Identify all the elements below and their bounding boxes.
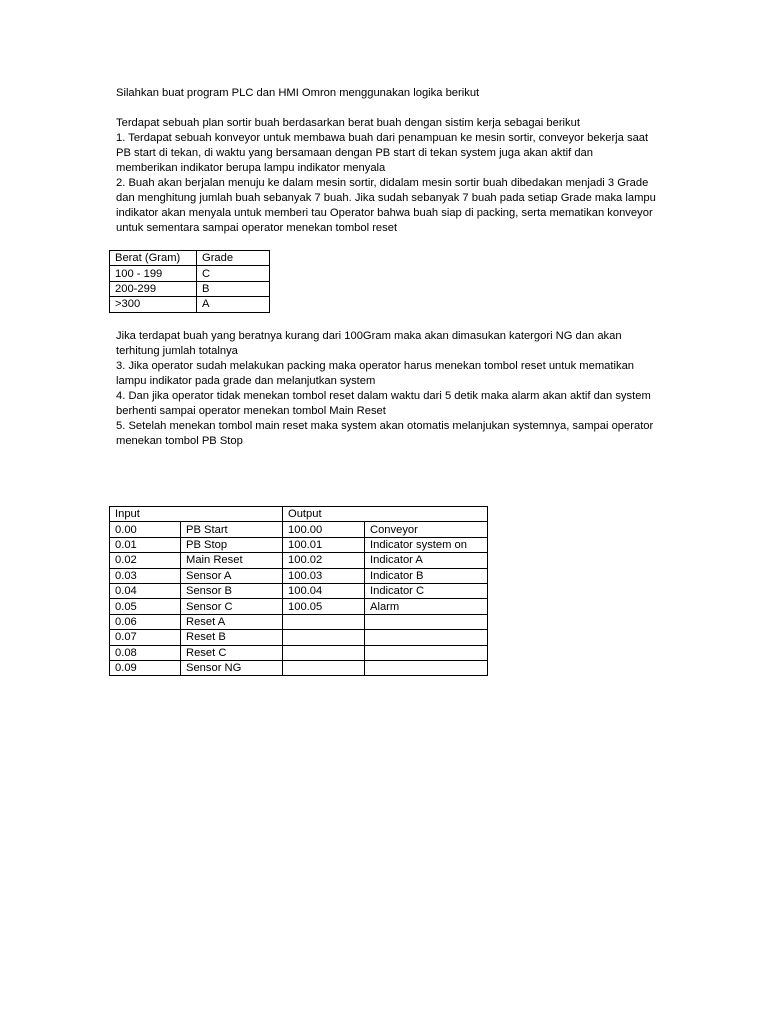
io-table (109, 506, 488, 676)
table-cell: Sensor B (181, 583, 283, 598)
table-cell: 100.05 (283, 599, 365, 614)
ng-note-text: Jika terdapat buah yang beratnya kurang dari 100Gram maka akan dimasukan katergori NG dan akan terhitung jumlah totalnya (116, 330, 622, 357)
input-header-cell: Input (110, 507, 283, 522)
table-cell (365, 645, 488, 660)
table-cell (365, 660, 488, 675)
table-row (110, 630, 488, 645)
table-row (110, 568, 488, 583)
table-cell: Reset A (181, 614, 283, 629)
table-row (110, 583, 488, 598)
description-text: Terdapat sebuah plan sortir buah berdasarkan berat buah dengan sistim kerja sebagai berikut (116, 117, 580, 129)
table-cell: PB Stop (181, 537, 283, 552)
table-cell: 100.04 (283, 583, 365, 598)
table-row (110, 522, 488, 537)
table-cell: 100.00 (283, 522, 365, 537)
table-cell: 0.04 (110, 583, 181, 598)
table-cell: C (197, 266, 270, 281)
table-cell: Sensor NG (181, 660, 283, 675)
table-cell: 0.01 (110, 537, 181, 552)
table-cell: 100.01 (283, 537, 365, 552)
table-cell: 100 - 199 (110, 266, 197, 281)
table-header-row (110, 507, 488, 522)
step-3-text: 3. Jika operator sudah melakukan packing maka operator harus menekan tombol reset untuk mematikan lampu indikator pada grade dan melanjutkan system (116, 360, 635, 387)
spacer (116, 101, 656, 116)
document-page (116, 86, 656, 236)
table-cell: 0.05 (110, 599, 181, 614)
table-cell (283, 645, 365, 660)
table-cell: 100.03 (283, 568, 365, 583)
step-4-text: 4. Dan jika operator tidak menekan tombol reset dalam waktu dari 5 detik maka alarm akan aktif dan system berhenti sampai operator menekan tombol Main Reset (116, 390, 651, 417)
step-2-text: 2. Buah akan berjalan menuju ke dalam mesin sortir, didalam mesin sortir buah dibedakan menjadi 3 Grade dan menghitung jumlah buah sebanyak 7 buah. Jika sudah sebanyak 7 buah pada setiap Grade maka lampu indikator akan menyala untuk memberi tau Operator bahwa buah siap di packing, serta mematikan konveyor untuk sementara sampai operator menekan tombol reset (116, 177, 656, 234)
table-cell (283, 630, 365, 645)
table-cell: Indicator B (365, 568, 488, 583)
table-cell: 0.00 (110, 522, 181, 537)
table-cell: 0.02 (110, 553, 181, 568)
table-row (110, 660, 488, 675)
table-cell: Conveyor (365, 522, 488, 537)
table-cell: Indicator C (365, 583, 488, 598)
grade-table (109, 250, 270, 313)
table-cell: 0.08 (110, 645, 181, 660)
table-cell: Sensor A (181, 568, 283, 583)
table-cell: 0.07 (110, 630, 181, 645)
table-header-cell: Berat (Gram) (110, 251, 197, 266)
table-cell: Reset C (181, 645, 283, 660)
table-cell (283, 660, 365, 675)
table-cell: 0.03 (110, 568, 181, 583)
step-5-text: 5. Setelah menekan tombol main reset maka system akan otomatis melanjukan systemnya, sampai operator menekan tombol PB Stop (116, 420, 654, 447)
table-row (110, 614, 488, 629)
output-header-cell: Output (283, 507, 488, 522)
table-row (110, 553, 488, 568)
table-cell: Alarm (365, 599, 488, 614)
table-cell: 100.02 (283, 553, 365, 568)
table-cell: Main Reset (181, 553, 283, 568)
table-cell: Sensor C (181, 599, 283, 614)
table-cell (365, 630, 488, 645)
table-cell: 0.09 (110, 660, 181, 675)
table-cell: 200-299 (110, 281, 197, 296)
table-cell: B (197, 281, 270, 296)
table-row (110, 266, 270, 281)
table-row (110, 645, 488, 660)
table-cell (365, 614, 488, 629)
step-1-text: 1. Terdapat sebuah konveyor untuk membawa buah dari penampuan ke mesin sortir, conveyor bekerja saat PB start di tekan, di waktu yang bersamaan dengan PB start di tekan system juga akan aktif dan memberikan indikator berupa lampu indikator menyala (116, 132, 649, 174)
table-cell: A (197, 297, 270, 312)
table-cell: 0.06 (110, 614, 181, 629)
table-cell (283, 614, 365, 629)
table-header-cell: Grade (197, 251, 270, 266)
table-cell: PB Start (181, 522, 283, 537)
table-row (110, 281, 270, 296)
table-cell: Reset B (181, 630, 283, 645)
intro-text: Silahkan buat program PLC dan HMI Omron menggunakan logika berikut (116, 87, 480, 99)
table-cell: >300 (110, 297, 197, 312)
table-header-row (110, 251, 270, 266)
table-cell: Indicator system on (365, 537, 488, 552)
table-row (110, 537, 488, 552)
table-cell: Indicator A (365, 553, 488, 568)
table-row (110, 599, 488, 614)
table-row (110, 297, 270, 312)
document-section-bottom (116, 329, 656, 449)
